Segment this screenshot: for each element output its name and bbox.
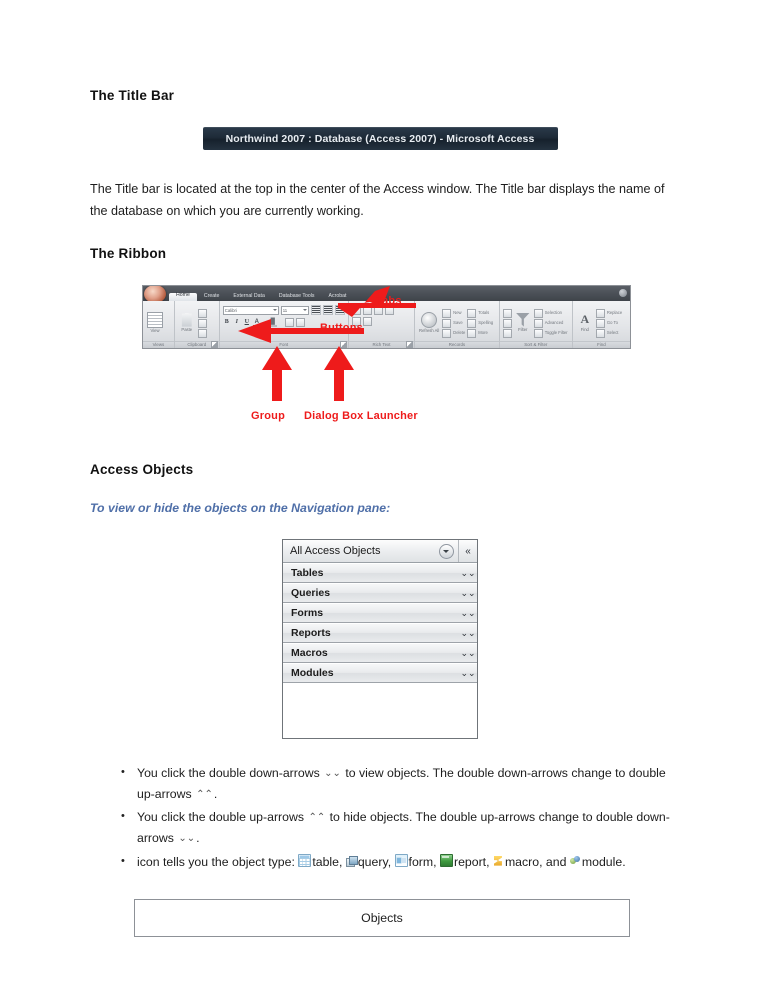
double-down-chevron-icon[interactable]: ⌄⌄ — [460, 567, 476, 578]
font-size-value: 11 — [282, 307, 288, 313]
delete-record-label: Delete — [453, 330, 466, 336]
view-button-label: View — [150, 327, 160, 333]
find-icon: A — [580, 312, 590, 327]
bold-icon[interactable]: B — [224, 319, 229, 326]
navigation-pane-figure — [90, 539, 670, 739]
bullet1-part3: . — [213, 787, 218, 802]
nav-group-queries[interactable] — [283, 583, 477, 603]
title-bar-figure — [90, 127, 670, 150]
font-color-icon[interactable]: A — [254, 319, 259, 326]
ribbon-group-label-rich-text: Rich Text — [349, 341, 414, 348]
heading-title-bar: The Title Bar — [90, 88, 175, 103]
objects-bullet-list — [90, 763, 670, 873]
annotation-label-group: Group — [251, 410, 285, 423]
filter-button-label: Filter — [518, 326, 528, 332]
nav-group-reports[interactable] — [283, 623, 477, 643]
nav-group-label: Forms — [291, 607, 324, 620]
dropdown-arrow-icon[interactable] — [439, 544, 454, 559]
totals-label: Totals — [478, 310, 490, 316]
spelling-label: Spelling — [478, 320, 494, 326]
double-up-chevron-icon: ⌃⌃ — [308, 812, 326, 824]
double-down-chevron-icon: ⌄⌄ — [324, 768, 341, 780]
ribbon-tab-acrobat[interactable]: Acrobat — [328, 292, 347, 299]
replace-label: Replace — [606, 310, 623, 316]
bullet3-part1: icon tells you the object type: — [137, 854, 295, 869]
bullet1-part1: You click the double down-arrows — [137, 766, 320, 781]
navigation-pane-header[interactable] — [283, 540, 477, 563]
bullet2-part1: You click the double up-arrows — [137, 810, 305, 825]
list-item — [137, 807, 670, 849]
bullet3-form: form, — [408, 854, 437, 869]
bullet3-macro: macro, and — [504, 854, 567, 869]
document-content — [90, 88, 670, 937]
ribbon-tab-external-data[interactable]: External Data — [233, 292, 265, 299]
window-title-text: Northwind 2007 : Database (Access 2007) - Microsoft Access — [225, 132, 535, 145]
ribbon-group-label-find: Find — [573, 341, 630, 348]
double-down-chevron-icon[interactable]: ⌄⌄ — [460, 647, 476, 658]
find-button-label: Find — [580, 326, 589, 332]
double-left-chevron-icon[interactable]: « — [458, 540, 477, 562]
ribbon-group-label-clipboard: Clipboard — [175, 341, 219, 348]
ribbon-group-label-views: Views — [143, 341, 174, 348]
heading-access-objects: Access Objects — [90, 462, 194, 478]
heading-ribbon: The Ribbon — [90, 246, 167, 262]
report-object-icon — [440, 854, 453, 867]
ribbon-tab-create[interactable]: Create — [203, 292, 220, 299]
paragraph-title-bar: The Title bar is located at the top in the center of the Access window. The Title bar displays the name of the database on which you are currently working. — [90, 182, 665, 219]
query-object-icon — [346, 856, 357, 867]
fill-color-icon[interactable]: █ — [270, 319, 275, 326]
save-record-label: Save — [453, 320, 463, 326]
note-view-hide-objects: To view or hide the objects on the Navigation pane: — [90, 501, 391, 516]
nav-group-modules[interactable] — [283, 663, 477, 683]
ribbon-figure — [90, 285, 670, 450]
paste-button-label: Paste — [181, 326, 193, 332]
annotation-label-tabs: Tabs — [376, 295, 402, 308]
macro-object-icon — [493, 856, 504, 867]
selection-label: Selection — [544, 310, 562, 316]
go-to-label: Go To — [606, 320, 618, 326]
double-down-chevron-icon: ⌄⌄ — [178, 833, 196, 845]
refresh-all-label: Refresh All — [419, 327, 440, 333]
nav-group-tables[interactable] — [283, 563, 477, 583]
form-object-icon — [395, 854, 408, 867]
list-item — [137, 763, 670, 805]
nav-group-macros[interactable] — [283, 643, 477, 663]
navigation-pane-empty-area — [283, 683, 477, 738]
new-record-label: New — [453, 310, 462, 316]
objects-caption-box — [134, 899, 630, 937]
underline-icon[interactable]: U — [244, 319, 249, 326]
advanced-label: Advanced — [544, 320, 564, 326]
ribbon-group-label-records: Records — [415, 341, 499, 348]
bullet3-table: table, — [312, 854, 343, 869]
toggle-filter-label: Toggle Filter — [544, 330, 568, 336]
italic-icon[interactable]: I — [235, 319, 238, 326]
select-label: Select — [606, 330, 619, 336]
objects-caption-label: Objects — [361, 910, 403, 925]
annotation-label-dialog-box-launcher: Dialog Box Launcher — [304, 410, 418, 423]
bullet1-part2: to view objects. The double down-arrows change to double up-arrows — [137, 766, 666, 802]
double-down-chevron-icon[interactable]: ⌄⌄ — [460, 587, 476, 598]
bullet2-part2: to hide objects. The double up-arrows change to double down-arrows — [137, 810, 670, 846]
nav-group-label: Queries — [291, 587, 331, 600]
more-label: More — [478, 330, 488, 336]
bullet3-module: module. — [581, 854, 626, 869]
bullet3-query: query, — [357, 854, 392, 869]
ribbon-tab-home[interactable]: Home — [169, 293, 197, 301]
access-window-title-bar — [203, 127, 558, 150]
nav-group-label: Reports — [291, 627, 331, 640]
navigation-pane — [282, 539, 478, 739]
list-item — [137, 852, 670, 873]
double-down-chevron-icon[interactable]: ⌄⌄ — [460, 607, 476, 618]
module-object-icon — [570, 856, 581, 867]
navigation-pane-title: All Access Objects — [290, 545, 381, 558]
ribbon-group-label-font: Font — [220, 341, 348, 348]
font-name-value: Calibri — [224, 307, 237, 313]
nav-group-forms[interactable] — [283, 603, 477, 623]
nav-group-label: Tables — [291, 567, 324, 580]
ribbon-annotation-arrows — [90, 285, 670, 450]
bullet2-part3: . — [196, 831, 200, 846]
double-down-chevron-icon[interactable]: ⌄⌄ — [460, 627, 476, 638]
ribbon-tab-database-tools[interactable]: Database Tools — [278, 292, 315, 299]
double-up-chevron-icon: ⌃⌃ — [196, 789, 213, 801]
table-object-icon — [298, 854, 311, 867]
bullet3-report: report, — [453, 854, 490, 869]
nav-group-label: Macros — [291, 647, 328, 660]
double-down-chevron-icon[interactable]: ⌄⌄ — [460, 667, 476, 678]
ribbon-group-label-sort-filter: Sort & Filter — [500, 341, 572, 348]
annotation-label-buttons: Buttons — [320, 322, 363, 335]
nav-group-label: Modules — [291, 667, 334, 680]
